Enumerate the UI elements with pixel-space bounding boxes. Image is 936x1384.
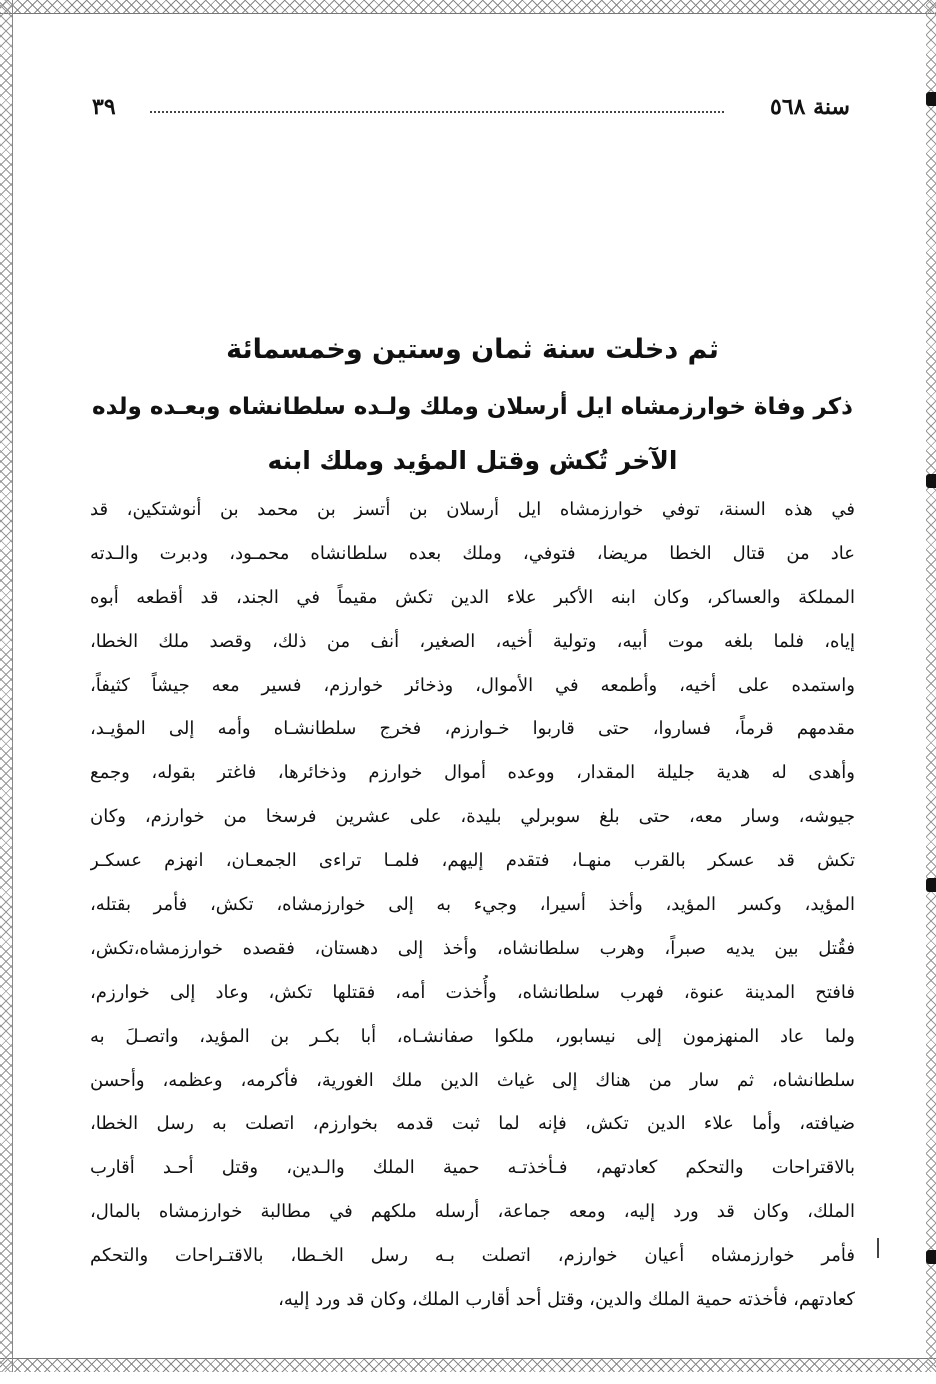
body-text <box>90 492 855 1326</box>
body-line: فافتح المدينة عنوة، فهرب سلطانشاه، وأُخذت أمه، فقتلها تكش، وعاد إلى خوارزم، <box>90 981 855 1003</box>
body-line: في هذه السنة، توفي خوارزمشاه ايل أرسلان بن أتسز بن محمد بن أنوشتكين، قد <box>90 499 855 520</box>
body-line: فقُتل بين يديه صبراً، وهرب سلطانشاه، وأخذ إلى دهستان، فقصده خوارزمشاه،تكش، <box>90 937 855 959</box>
section-heading-line: ذكر وفاة خوارزمشاه ايل أرسلان وملك ولـده سلطانشاه وبعـده ولده <box>92 394 853 420</box>
decorative-border-bottom <box>0 1358 936 1372</box>
body-line: واستمده على أخيه، وأطمعه في الأموال، وذخائر خوارزم، فسير معه جيشاً كثيفاً، <box>90 674 855 696</box>
body-line: عاد من قتال الخطا مريضا، فتوفي، وملك بعده سلطانشاه محمـود، ودبرت والـدته <box>90 542 855 564</box>
decorative-border-left <box>0 0 13 1372</box>
decorative-border-top <box>0 0 936 14</box>
page-header <box>92 92 850 122</box>
body-line: المؤيد، وكسر المؤيد، وأخذ أسيرا، وجيء به إلى خوارزمشاه، تكش، فأمر بقتله، <box>90 894 855 916</box>
body-line: ولما عاد المنهزمون إلى نيسابور، ملكوا صفانشـاه، أبا بكـر بن المؤيد، واتصـلَ به <box>90 1025 855 1047</box>
body-line: ضيافته، وأما علاء الدين تكش، فإنه لما ثبت قدمه بخوارزم، اتصلت به رسل الخطا، <box>90 1113 855 1135</box>
body-line: بالاقتراحات والتحكم كعادتهم، فـأخذتـه حمية الملك والـدين، وقتل أحـد أقارب <box>90 1157 855 1179</box>
dotted-leader <box>150 111 724 113</box>
running-title: سنة ٥٦٨ <box>770 94 850 120</box>
body-line: سلطانشاه، ثم سار من هناك إلى غياث الدين ملك الغورية، فأكرمه، وعظمه، وأحسن <box>90 1069 855 1091</box>
page-number: ٣٩ <box>92 94 116 120</box>
margin-mark <box>926 878 936 892</box>
body-line: مقدمهم قرماً، فساروا، حتى قاربوا خـوارزم، فخرج سلطانشـاه وأمه إلى المؤيـد، <box>90 718 855 740</box>
body-line: الملك، وكان قد ورد إليه، ومعه جماعة، أرسله ملكهم في مطالبة خوارزمشاه بالمال، <box>90 1201 855 1223</box>
body-line: المملكة والعساكر، وكان ابنه الأكبر علاء الدين تكش مقيماً في الجند، قد أقطعه أبوه <box>90 586 855 608</box>
body-line: كعادتهم، فأخذته حمية الملك والدين، وقتل أحد أقارب الملك، وكان قد ورد إليه، <box>278 1289 855 1311</box>
body-line: فأمر خوارزمشاه أعيان خوارزم، اتصلت بـه رسل الخـطا، بالاقتـراحات والتحكم <box>90 1245 855 1267</box>
body-line: وأهدى له هدية جليلة المقدار، ووعده أموال خوارزم وذخائرها، فاغتر بقوله، وجمع <box>90 762 855 784</box>
section-heading <box>90 384 855 492</box>
section-heading-line: الآخر تُكش وقتل المؤيد وملك ابنه <box>267 446 678 475</box>
margin-mark <box>926 474 936 488</box>
chapter-heading: ثم دخلت سنة ثمان وستين وخمسمائة <box>226 334 719 365</box>
margin-mark <box>926 92 936 106</box>
margin-tick <box>877 1238 879 1258</box>
body-line: إياه، فلما بلغه موت أبيه، وتولية أخيه، الصغير، أنف من ذلك، وقصد ملك الخطا، <box>90 630 855 652</box>
body-line: تكش قد عسكر بالقرب منهـا، فتقدم إليهم، فلمـا تراءى الجمعـان، انهزم عسكـر <box>90 850 855 872</box>
decorative-border-right <box>926 0 936 1372</box>
margin-mark <box>926 1250 936 1264</box>
body-line: جيوشه، وسار معه، حتى بلغ سوبرلي بليدة، على عشرين فرسخا من خوارزم، وكان <box>90 806 855 828</box>
